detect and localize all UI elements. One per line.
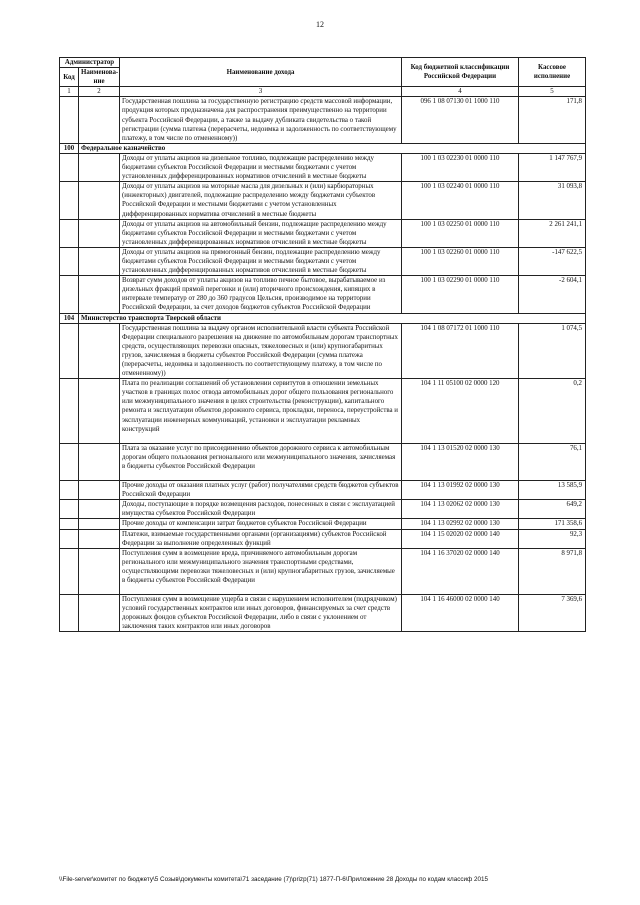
- income-name: Прочие доходы от компенсации затрат бюджетов субъектов Российской Федерации: [120, 519, 402, 529]
- cash-value: 76,1: [519, 443, 586, 480]
- income-row: [60, 519, 586, 529]
- budget-code: 104 1 16 46000 02 0000 140: [402, 595, 519, 632]
- code-header: Код: [60, 68, 79, 87]
- budget-code: 104 1 15 02020 02 0000 140: [402, 529, 519, 548]
- admin-code-cell: [60, 97, 79, 143]
- budget-code: 104 1 13 02062 02 0000 130: [402, 500, 519, 519]
- admin-code-cell: [60, 443, 79, 480]
- column-number: 2: [79, 87, 120, 97]
- income-name-header: Наименование дохода: [120, 58, 402, 87]
- income-name: Доходы от уплаты акцизов на прямогонный бензин, подлежащие распределению между бюджетами субъектов Российской Федерации и местными бюджетами с учетом установленных дифференцированных нормативов отчислений в местные бюджеты: [120, 247, 402, 275]
- income-name: Прочие доходы от оказания платных услуг (работ) получателями средств бюджетов субъектов Российской Федерации: [120, 481, 402, 500]
- income-name: Поступления сумм в возмещение ущерба в связи с нарушением исполнителем (подрядчиком) условий государственных контрактов или иных договоров, финансируемых за счет средств дорожных фондов субъектов Российской Федерации, либо в связи с уклонением от заключения таких контрактов или иных договоров: [120, 595, 402, 632]
- cash-value: 1 074,5: [519, 323, 586, 379]
- cash-value: 1 147 767,9: [519, 153, 586, 181]
- admin-section-row: [60, 143, 586, 153]
- admin-code-cell: [60, 548, 79, 594]
- admin-code: 100: [60, 143, 79, 153]
- admin-name-header: Наименова-ние: [79, 68, 120, 87]
- budget-code: 104 1 13 01520 02 0000 130: [402, 443, 519, 480]
- income-name: Государственная пошлина за выдачу органом исполнительной власти субъекта Российской Федерации специального разрешения на движение по автомобильным дорогам транспортных средств, осуществляющих перевозки опасных, тяжеловесных и (или) крупногабаритных грузов, зачисляемая в бюджеты субъектов Российской Федерации (сумма платежа (перерасчеты, недоимка и задолженность по соответствующему платежу, в том числе по отмененному)): [120, 323, 402, 379]
- page-number: 12: [316, 20, 324, 29]
- admin-name-cell: [79, 219, 120, 247]
- income-row: [60, 595, 586, 632]
- income-row: [60, 379, 586, 444]
- budget-code: 096 1 08 07130 01 1000 110: [402, 97, 519, 143]
- cash-value: 92,3: [519, 529, 586, 548]
- admin-code-cell: [60, 323, 79, 379]
- file-path-footer: \\File-server\комитет по бюджету\5 Созыв\документы комитета\71 заседание (7)\prizp(71) 1877-П-6\Приложение 28 Доходы по кодам классиф 2015: [59, 876, 488, 883]
- admin-name-cell: [79, 323, 120, 379]
- table-body: [60, 97, 586, 632]
- income-row: [60, 481, 586, 500]
- budget-code: 104 1 13 01992 02 0000 130: [402, 481, 519, 500]
- cash-value: 8 971,8: [519, 548, 586, 594]
- income-name: Доходы от уплаты акцизов на автомобильный бензин, подлежащие распределению между бюджетами субъектов Российской Федерации и местными бюджетами с учетом установленных дифференцированных нормативов отчислений в местные бюджеты: [120, 219, 402, 247]
- budget-code: 104 1 11 05100 02 0000 120: [402, 379, 519, 444]
- income-row: [60, 500, 586, 519]
- income-row: [60, 219, 586, 247]
- column-number: 1: [60, 87, 79, 97]
- income-name: Плата за оказание услуг по присоединению объектов дорожного сервиса к автомобильным дорогам общего пользования регионального или межмуниципального значения, зачисляемая в бюджеты субъектов Российской Федерации: [120, 443, 402, 480]
- cash-value: 171 358,6: [519, 519, 586, 529]
- cash-value: -147 622,5: [519, 247, 586, 275]
- kbk-header: Код бюджетной классификации Российской Федерации: [402, 58, 519, 87]
- income-row: [60, 153, 586, 181]
- admin-code-cell: [60, 247, 79, 275]
- admin-code-cell: [60, 182, 79, 219]
- budget-code: 104 1 08 07172 01 1000 110: [402, 323, 519, 379]
- admin-name-cell: [79, 97, 120, 143]
- income-name: Доходы от уплаты акцизов на моторные масла для дизельных и (или) карбюраторных (инжекторных) двигателей, подлежащие распределению между бюджетами субъектов Российской Федерации и местными бюджетами с учетом установленных дифференцированных норматива отчислений в местные бюджеты: [120, 182, 402, 219]
- income-name: Платежи, взимаемые государственными органами (организациями) субъектов Российской Федерации за выполнение определенных функций: [120, 529, 402, 548]
- cash-value: 31 093,8: [519, 182, 586, 219]
- income-row: [60, 247, 586, 275]
- admin-name-cell: [79, 182, 120, 219]
- admin-name: Федеральное казначейство: [79, 143, 586, 153]
- admin-section-row: [60, 313, 586, 323]
- income-row: [60, 323, 586, 379]
- admin-name: Министерство транспорта Тверской области: [79, 313, 586, 323]
- admin-code-cell: [60, 500, 79, 519]
- column-number: 3: [120, 87, 402, 97]
- admin-code-cell: [60, 481, 79, 500]
- cash-value: 649,2: [519, 500, 586, 519]
- income-name: Поступления сумм в возмещение вреда, причиняемого автомобильным дорогам регионального или межмуниципального значения транспортными средствами, осуществляющими перевозки тяжеловесных и (или) крупногабаритных грузов, зачисляемые в бюджеты субъектов Российской Федерации: [120, 548, 402, 594]
- income-row: [60, 182, 586, 219]
- admin-name-cell: [79, 481, 120, 500]
- income-row: [60, 548, 586, 594]
- admin-name-cell: [79, 519, 120, 529]
- admin-code-cell: [60, 379, 79, 444]
- cash-value: 0,2: [519, 379, 586, 444]
- admin-name-cell: [79, 247, 120, 275]
- income-name: Доходы, поступающие в порядке возмещения расходов, понесенных в связи с эксплуатацией имущества субъектов Российской Федерации: [120, 500, 402, 519]
- admin-name-cell: [79, 443, 120, 480]
- admin-name-cell: [79, 548, 120, 594]
- budget-code: 100 1 03 02290 01 0000 110: [402, 276, 519, 313]
- admin-code: 104: [60, 313, 79, 323]
- income-row: [60, 529, 586, 548]
- column-number: 5: [519, 87, 586, 97]
- admin-name-cell: [79, 379, 120, 444]
- income-table: [59, 57, 586, 632]
- budget-code: 100 1 03 02250 01 0000 110: [402, 219, 519, 247]
- admin-header: Администратор: [60, 58, 120, 68]
- cash-value: 13 585,9: [519, 481, 586, 500]
- cash-header: Кассовое исполнение: [519, 58, 586, 87]
- admin-name-cell: [79, 529, 120, 548]
- budget-code: 104 1 16 37020 02 0000 140: [402, 548, 519, 594]
- cash-value: 171,8: [519, 97, 586, 143]
- admin-code-cell: [60, 595, 79, 632]
- admin-name-cell: [79, 276, 120, 313]
- cash-value: -2 604,1: [519, 276, 586, 313]
- admin-name-cell: [79, 595, 120, 632]
- income-name: Государственная пошлина за государственную регистрацию средств массовой информации, продукция которых предназначена для распространения преимущественно на территории субъекта Российской Федерации, а также за выдачу дубликата свидетельства о такой регистрации (сумма платежа (перерасчеты, недоимка и задолженность по соответствующему платежу, в том числе по отмененному)): [120, 97, 402, 143]
- budget-code: 100 1 03 02260 01 0000 110: [402, 247, 519, 275]
- budget-code: 100 1 03 02230 01 0000 110: [402, 153, 519, 181]
- budget-code: 100 1 03 02240 01 0000 110: [402, 182, 519, 219]
- budget-code: 104 1 13 02992 02 0000 130: [402, 519, 519, 529]
- admin-code-cell: [60, 519, 79, 529]
- income-name: Плата по реализации соглашений об установлении сервитутов в отношении земельных участков в границах полос отвода автомобильных дорог общего пользования регионального или межмуниципального значения в целях строительства (реконструкции), капитального ремонта и эксплуатации объектов дорожного сервиса, прокладки, переноса, переустройства и эксплуатации инженерных коммуникаций, установки и эксплуатации рекламных конструкций: [120, 379, 402, 444]
- cash-value: 2 261 241,1: [519, 219, 586, 247]
- admin-name-cell: [79, 153, 120, 181]
- cash-value: 7 369,6: [519, 595, 586, 632]
- admin-code-cell: [60, 153, 79, 181]
- income-row: [60, 97, 586, 143]
- admin-code-cell: [60, 276, 79, 313]
- admin-code-cell: [60, 529, 79, 548]
- income-name: Возврат сумм доходов от уплаты акцизов на топливо печное бытовое, вырабатываемое из дизельных фракций прямой перегонки и (или) вторичного происхождения, кипящих в интервале температур от 280 до 360 градусов Цельсия, производимое на территории Российской Федерации, за счет доходов бюджетов субъектов Российской Федерации: [120, 276, 402, 313]
- income-row: [60, 276, 586, 313]
- admin-code-cell: [60, 219, 79, 247]
- income-name: Доходы от уплаты акцизов на дизельное топливо, подлежащие распределению между бюджетами субъектов Российской Федерации и местными бюджетами с учетом установленных дифференцированных нормативов отчислений в местные бюджеты: [120, 153, 402, 181]
- column-number: 4: [402, 87, 519, 97]
- admin-name-cell: [79, 500, 120, 519]
- income-row: [60, 443, 586, 480]
